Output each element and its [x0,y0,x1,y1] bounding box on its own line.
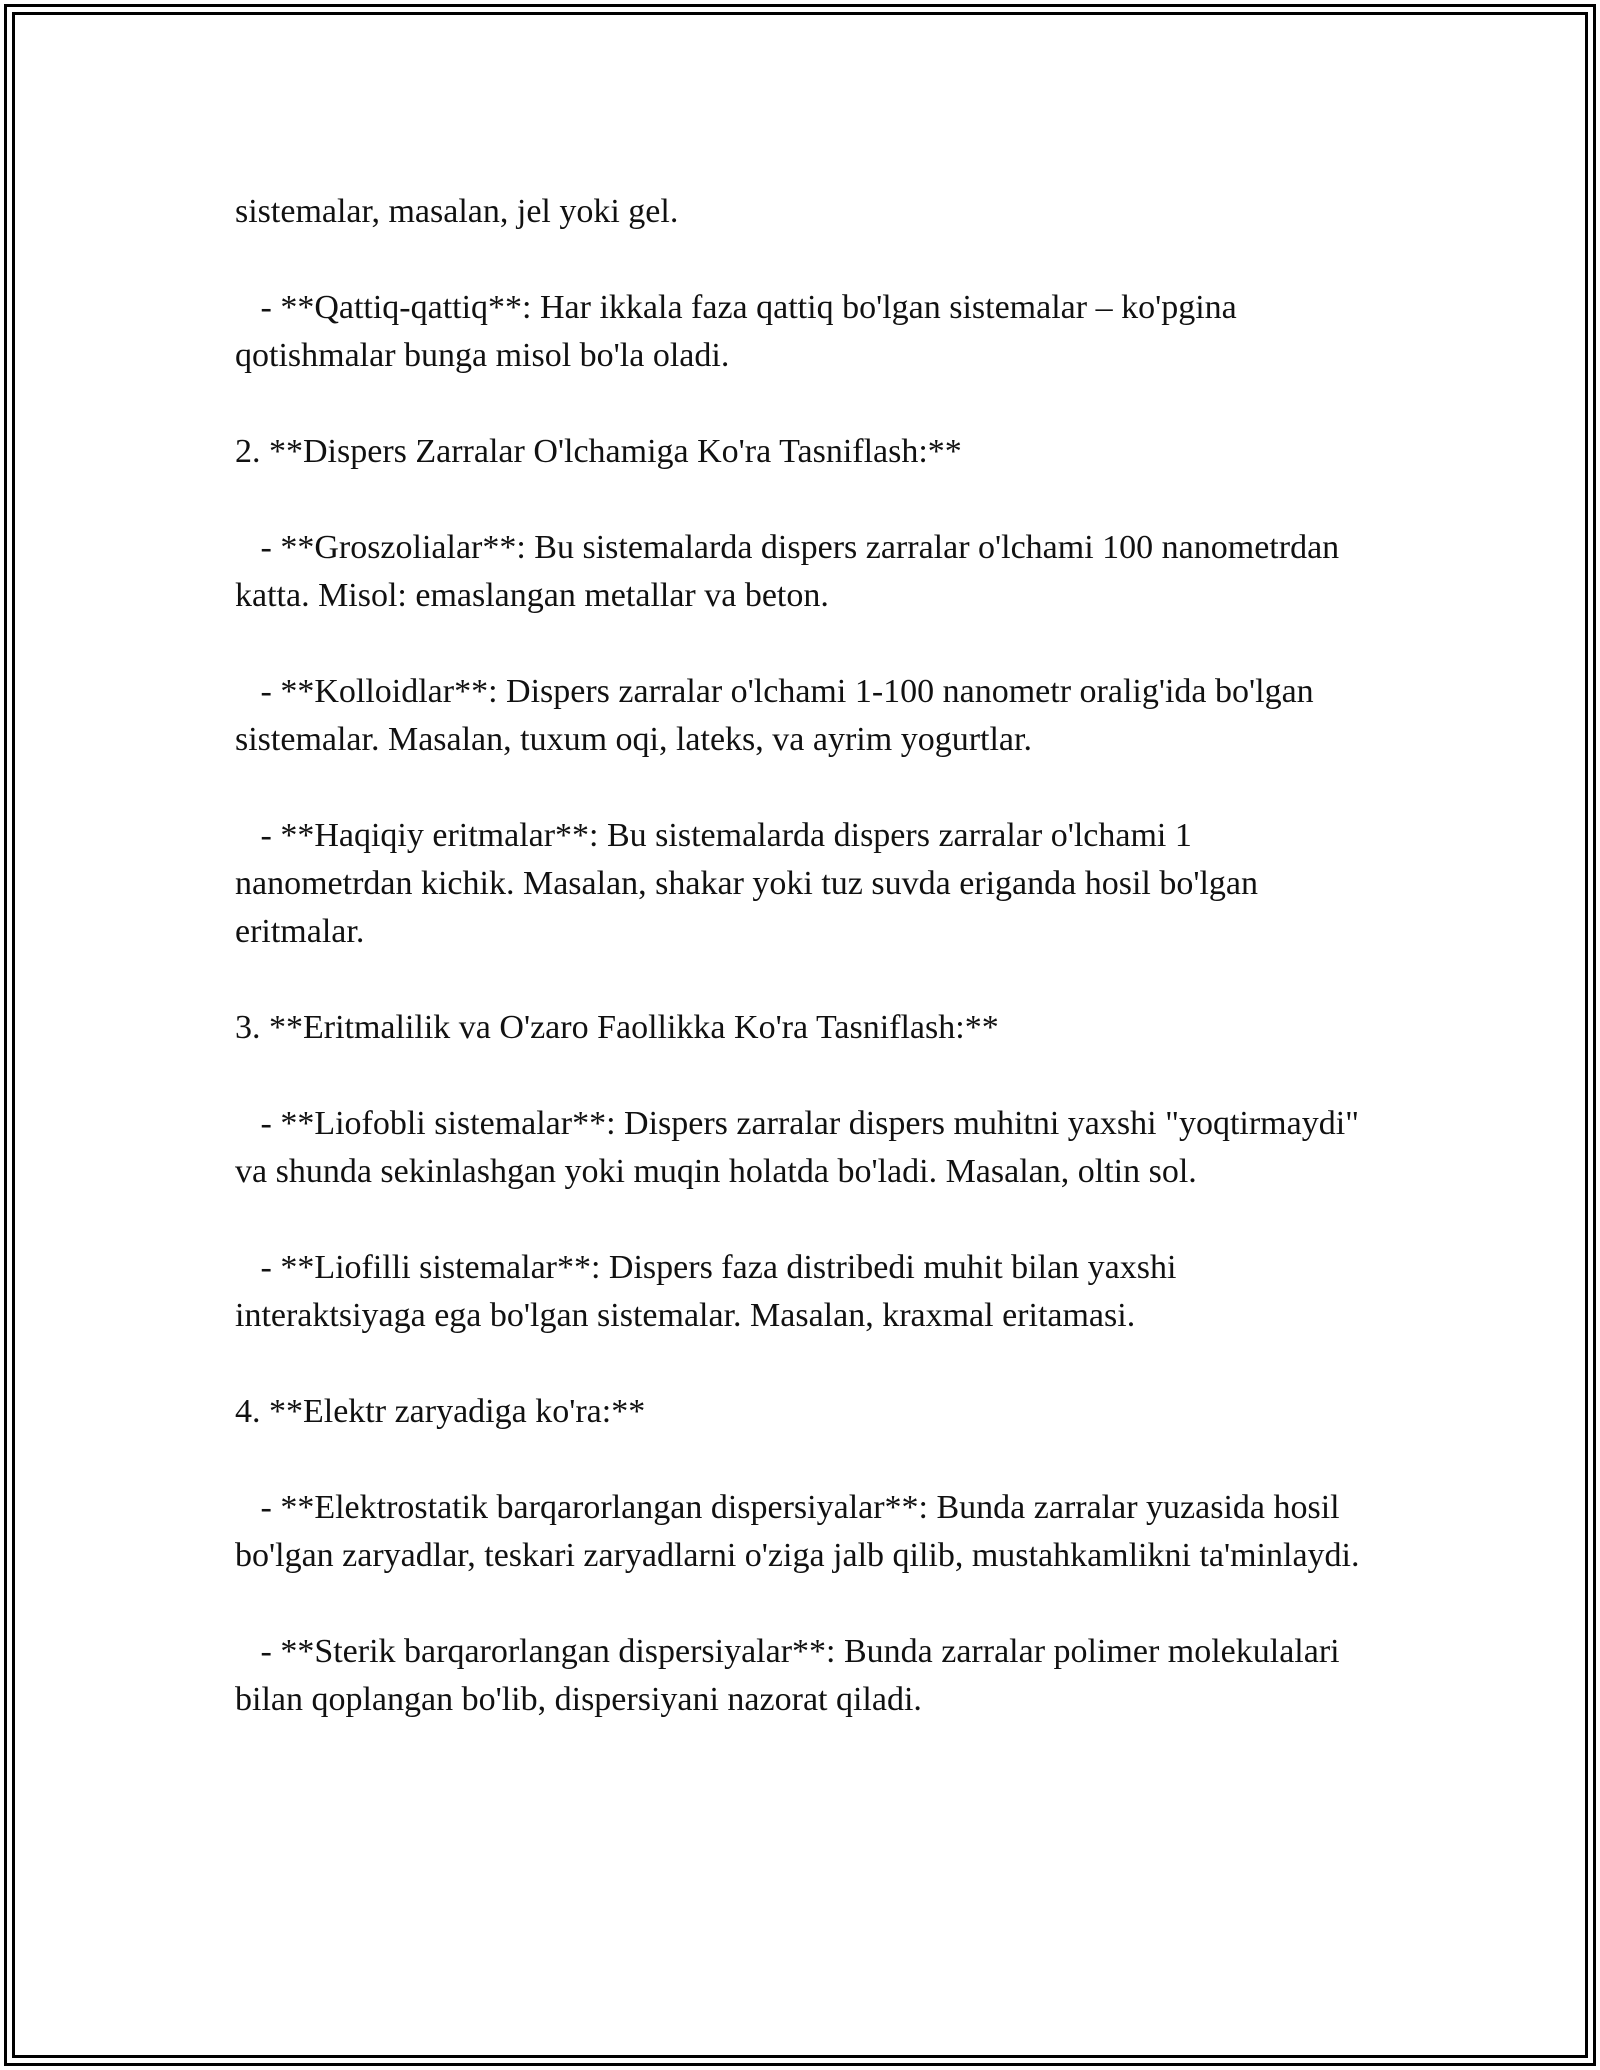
section-heading-2: 2. **Dispers Zarralar O'lchamiga Ko'ra Tasniflash:** [235,433,962,470]
section-heading-4: 4. **Elektr zaryadiga ko'ra:** [235,1393,646,1430]
list-item-liofobli: - **Liofobli sistemalar**: Dispers zarralar dispers muhitni yaxshi "yoqtirmaydi" va shunda sekinlashgan yoki muqin holatda bo'ladi. Masalan, oltin sol. [235,1105,1368,1190]
list-item-elektrostatik: - **Elektrostatik barqarorlangan dispersiyalar**: Bunda zarralar yuzasida hosil bo'lgan zaryadlar, teskari zaryadlarni o'ziga jalb qilib, mustahkamlikni ta'minlaydi. [235,1489,1360,1574]
list-item-liofilli: - **Liofilli sistemalar**: Dispers faza distribedi muhit bilan yaxshi interaktsiyaga ega bo'lgan sistemalar. Masalan, kraxmal eritamasi. [235,1249,1185,1334]
document-body [235,188,1375,1724]
list-item-haqiqiy-eritmalar: - **Haqiqiy eritmalar**: Bu sistemalarda dispers zarralar o'lchami 1 nanometrdan kichik. Masalan, shakar yoki tuz suvda eriganda hosil bo'lgan eritmalar. [235,817,1267,950]
paragraph-continuation: sistemalar, masalan, jel yoki gel. [235,193,679,230]
list-item-kolloidlar: - **Kolloidlar**: Dispers zarralar o'lchami 1-100 nanometr oralig'ida bo'lgan sistemalar. Masalan, tuxum oqi, lateks, va ayrim yogurtlar. [235,673,1323,758]
list-item-qattiq-qattiq: - **Qattiq-qattiq**: Har ikkala faza qattiq bo'lgan sistemalar – ko'pgina qotishmalar bunga misol bo'la oladi. [235,289,1246,374]
list-item-groszolialar: - **Groszolialar**: Bu sistemalarda dispers zarralar o'lchami 100 nanometrdan katta. Misol: emaslangan metallar va beton. [235,529,1348,614]
section-heading-3: 3. **Eritmalilik va O'zaro Faollikka Ko'ra Tasniflash:** [235,1009,999,1046]
list-item-sterik: - **Sterik barqarorlangan dispersiyalar**: Bunda zarralar polimer molekulalari bilan qoplangan bo'lib, dispersiyani nazorat qiladi. [235,1633,1349,1718]
